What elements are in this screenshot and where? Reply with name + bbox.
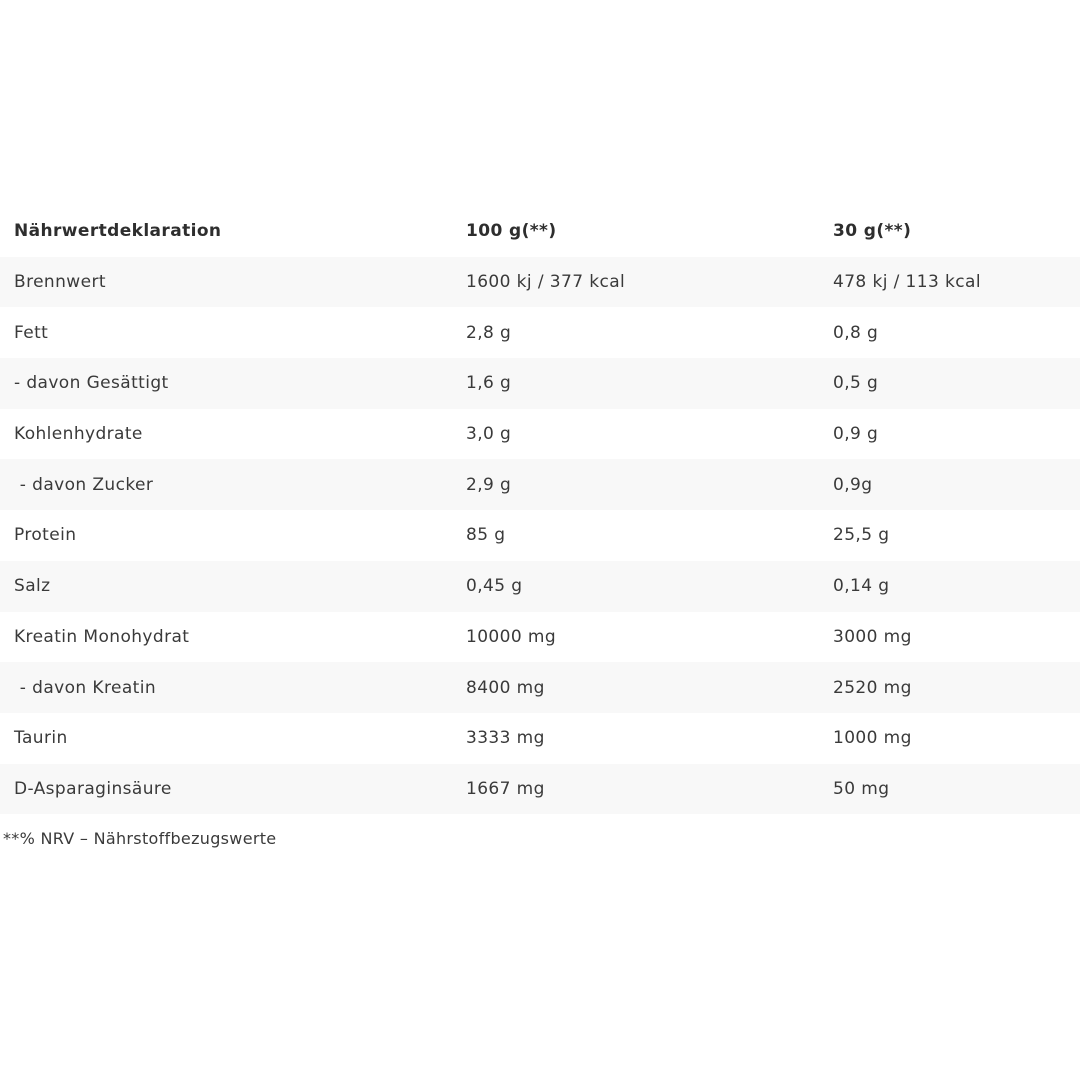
row-per30: 0,9 g [833, 424, 879, 445]
row-label: Brennwert [14, 272, 106, 293]
row-per100: 10000 mg [466, 626, 557, 647]
table-row [0, 561, 1080, 612]
header-100g: 100 g(**) [466, 221, 557, 242]
row-label: Protein [14, 525, 77, 546]
row-per100: 3,0 g [466, 424, 512, 445]
row-per30: 0,14 g [833, 576, 890, 597]
row-per30: 2520 mg [833, 677, 912, 698]
table-row [0, 510, 1080, 561]
row-per30: 50 mg [833, 778, 890, 799]
row-label: Kohlenhydrate [14, 424, 143, 445]
row-per30: 478 kj / 113 kcal [833, 272, 981, 293]
footnote: **% NRV – Nährstoffbezugswerte [3, 829, 277, 848]
row-per30: 3000 mg [833, 626, 912, 647]
row-per30: 0,8 g [833, 322, 879, 343]
row-label: Fett [14, 322, 49, 343]
table-row [0, 612, 1080, 663]
row-per100: 2,9 g [466, 474, 512, 495]
row-per30: 1000 mg [833, 728, 912, 749]
row-per30: 25,5 g [833, 525, 890, 546]
table-row [0, 307, 1080, 358]
row-label: - davon Zucker [14, 474, 154, 495]
row-per100: 1600 kj / 377 kcal [466, 272, 626, 293]
nutrition-table [0, 206, 1080, 814]
row-per30: 0,9g [833, 474, 873, 495]
row-label: - davon Gesättigt [14, 373, 169, 394]
row-per100: 85 g [466, 525, 506, 546]
table-row [0, 764, 1080, 815]
row-per100: 1667 mg [466, 778, 545, 799]
row-label: - davon Kreatin [14, 677, 156, 698]
table-row [0, 257, 1080, 308]
row-per100: 2,8 g [466, 322, 512, 343]
table-row [0, 713, 1080, 764]
row-label: Salz [14, 576, 51, 597]
table-header-row [0, 206, 1080, 257]
header-label: Nährwertdeklaration [14, 221, 222, 242]
row-label: D-Asparaginsäure [14, 778, 172, 799]
row-per30: 0,5 g [833, 373, 879, 394]
row-per100: 0,45 g [466, 576, 523, 597]
table-row [0, 358, 1080, 409]
row-per100: 3333 mg [466, 728, 545, 749]
table-row [0, 459, 1080, 510]
row-per100: 1,6 g [466, 373, 512, 394]
row-label: Kreatin Monohydrat [14, 626, 190, 647]
table-row [0, 409, 1080, 460]
table-row [0, 662, 1080, 713]
header-30g: 30 g(**) [833, 221, 912, 242]
row-label: Taurin [14, 728, 68, 749]
row-per100: 8400 mg [466, 677, 545, 698]
